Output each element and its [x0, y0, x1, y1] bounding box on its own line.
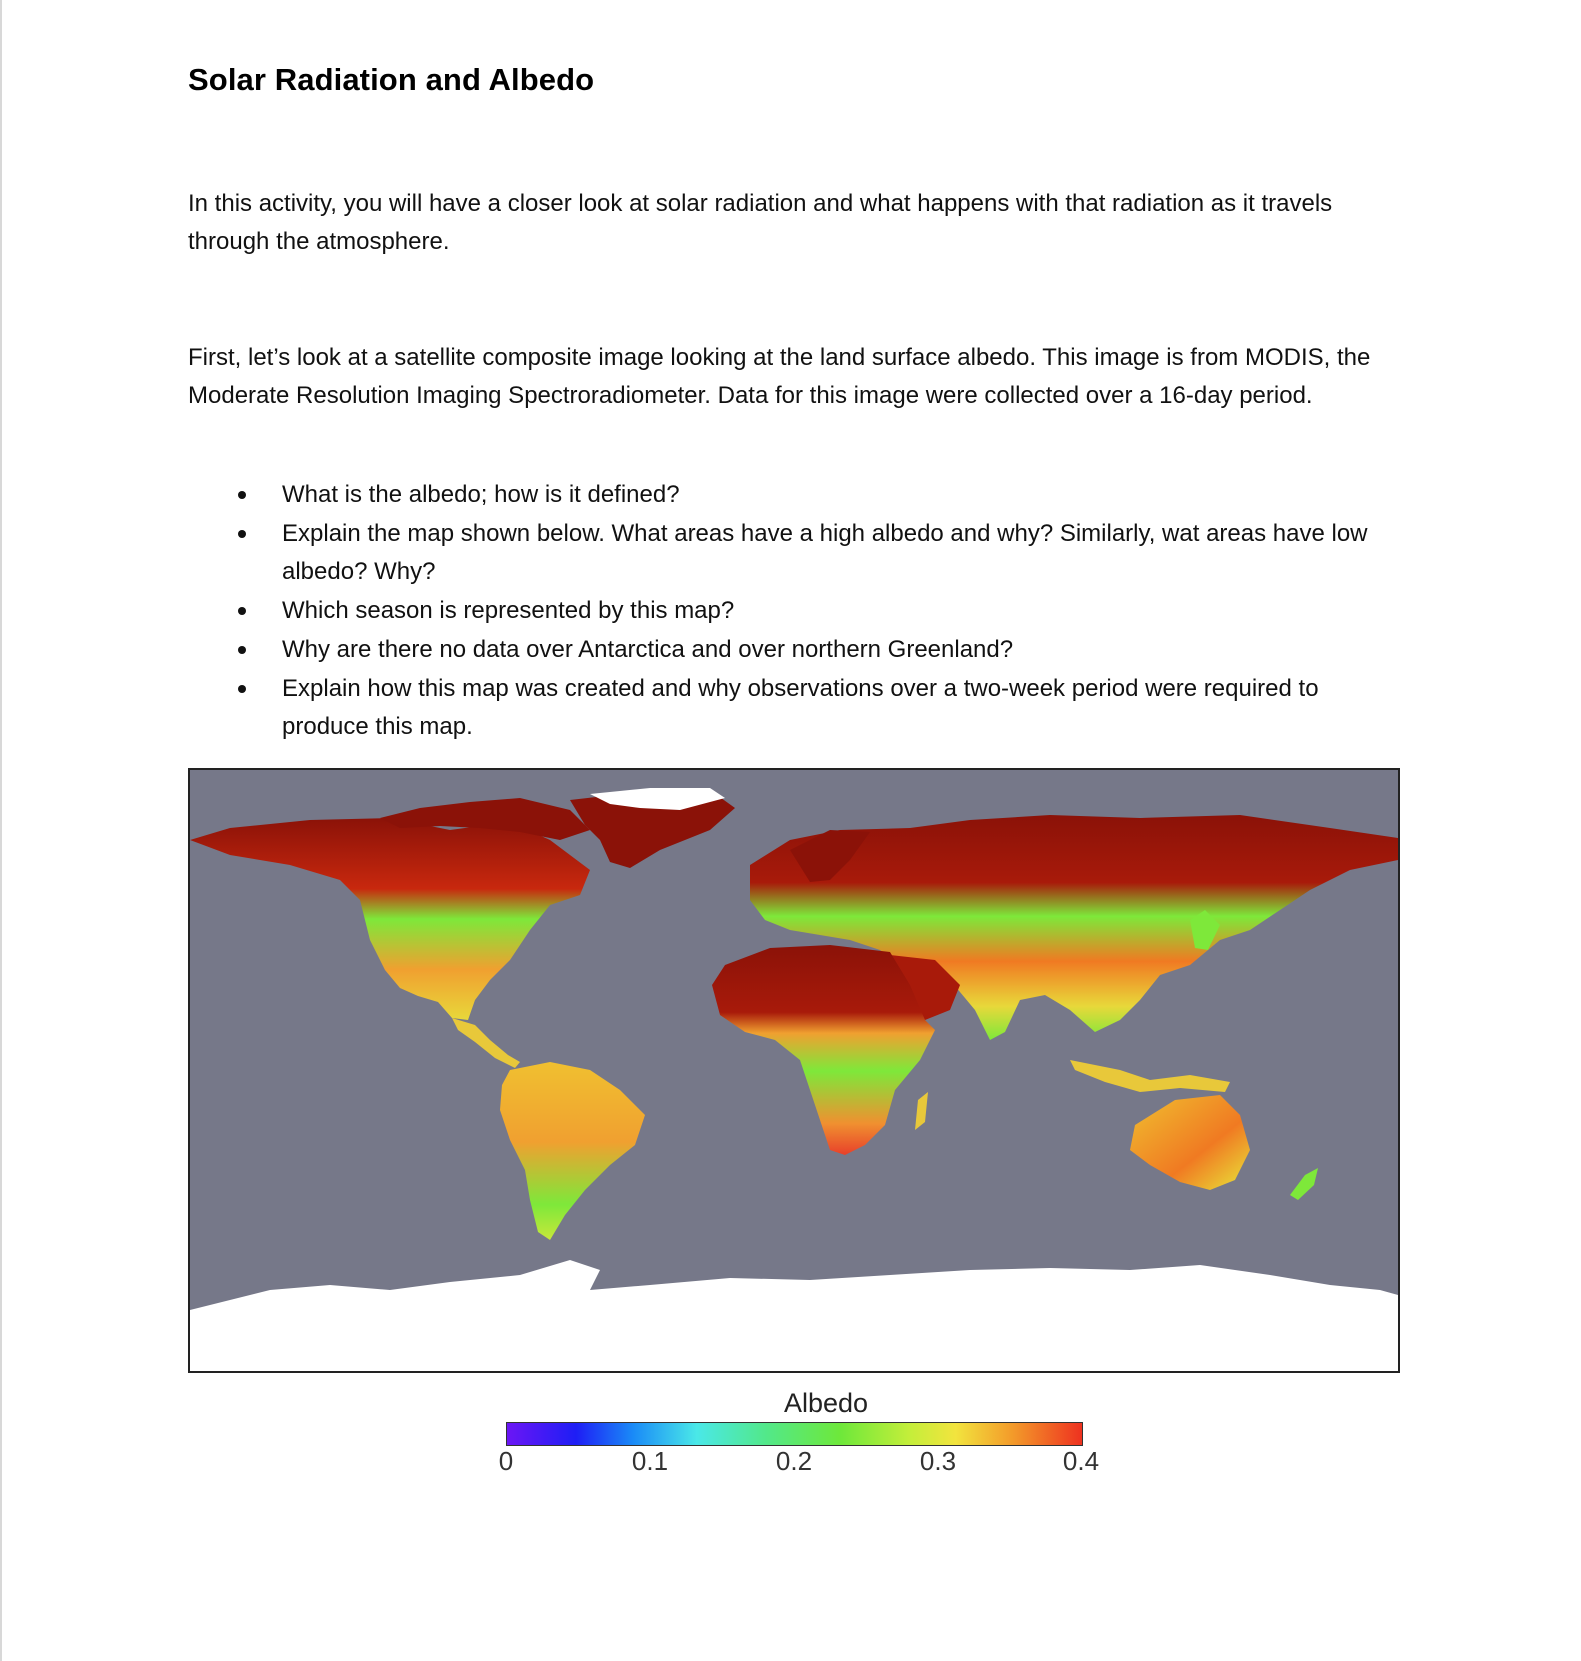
- question-item: Explain how this map was created and why observations over a two-week period were required to produce this map.: [188, 670, 1408, 746]
- legend-tick: 0.2: [775, 1446, 813, 1476]
- question-item: Explain the map shown below. What areas have a high albedo and why? Similarly, wat areas have low albedo? Why?: [188, 515, 1408, 591]
- legend-tick: 0: [498, 1446, 514, 1476]
- intro-paragraph: In this activity, you will have a closer look at solar radiation and what happens with that radiation as it travels through the atmosphere.: [188, 190, 1333, 255]
- bullet-icon: [238, 491, 246, 499]
- bullet-icon: [238, 646, 246, 654]
- legend-tick: 0.3: [919, 1446, 957, 1476]
- albedo-world-map: [188, 768, 1400, 1373]
- legend-tick: 0.4: [1062, 1446, 1100, 1476]
- page-left-edge: [0, 0, 2, 1661]
- world-map-graphic: [190, 770, 1398, 1371]
- description-paragraph: First, let’s look at a satellite composite image looking at the land surface albedo. This image is from MODIS, the Moderate Resolution Imaging Spectroradiometer. Data for this image were collected over a 16-day period.: [188, 344, 1371, 409]
- bullet-icon: [238, 685, 246, 693]
- question-item: Which season is represented by this map?: [188, 592, 1408, 630]
- legend-color-bar: [506, 1422, 1083, 1446]
- question-item: What is the albedo; how is it defined?: [188, 476, 1408, 514]
- legend-tick: 0.1: [631, 1446, 669, 1476]
- question-list: [188, 476, 1408, 747]
- albedo-legend: [498, 1388, 1146, 1476]
- bullet-icon: [238, 530, 246, 538]
- legend-title: Albedo: [783, 1388, 869, 1418]
- question-item: Why are there no data over Antarctica and over northern Greenland?: [188, 631, 1408, 669]
- page-title: Solar Radiation and Albedo: [188, 62, 595, 97]
- bullet-icon: [238, 607, 246, 615]
